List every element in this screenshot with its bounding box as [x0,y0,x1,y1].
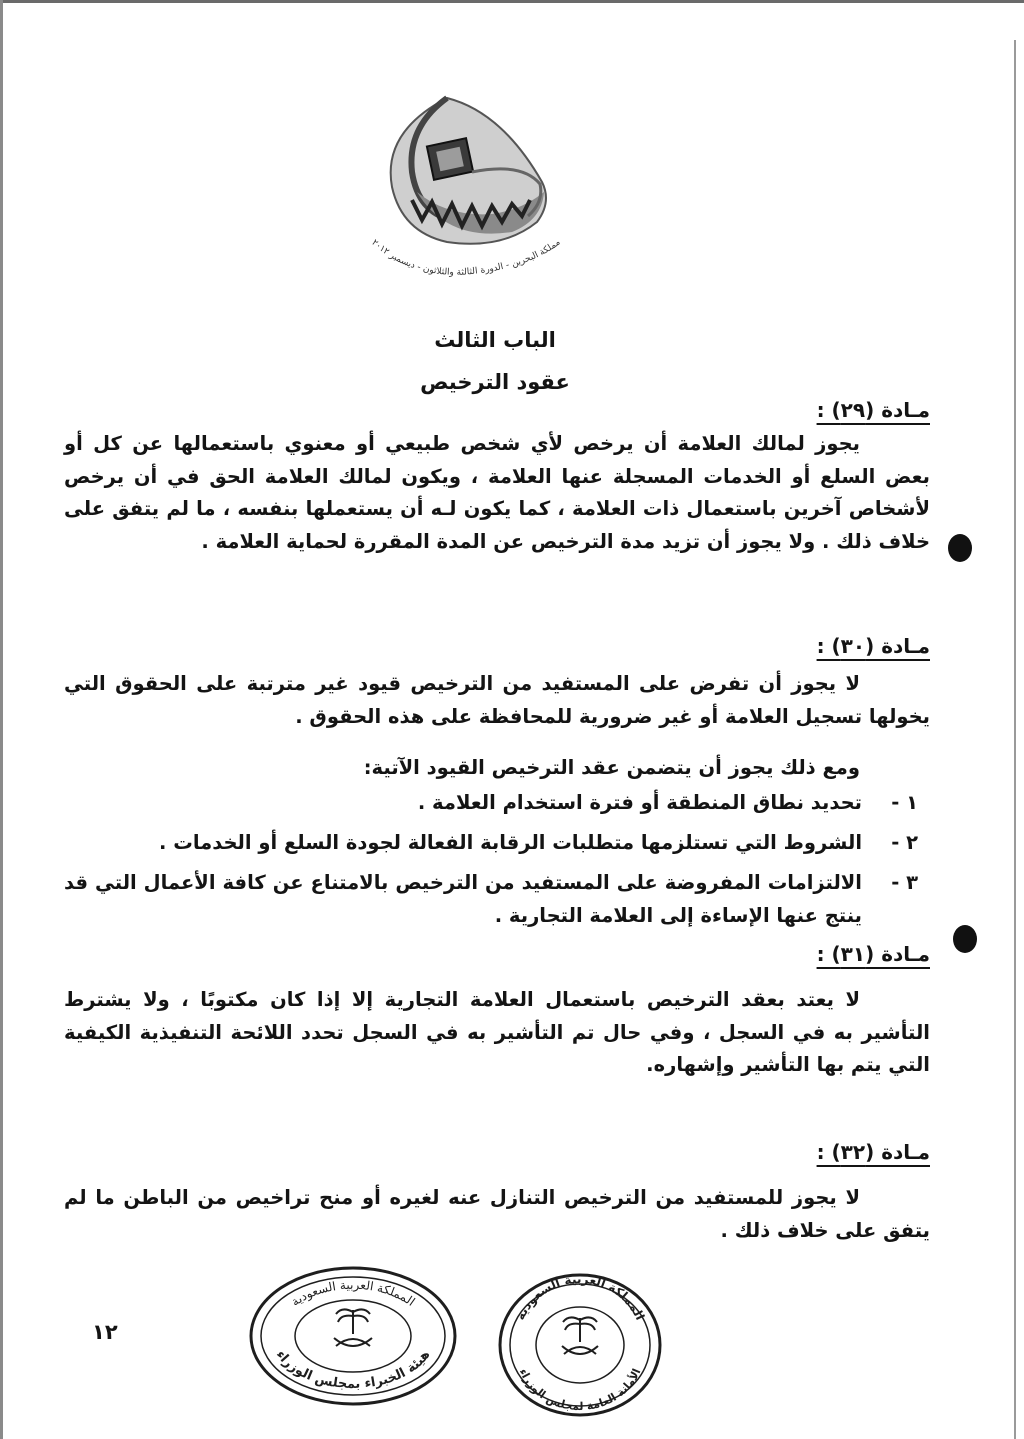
stamp-right-outer-text: المملكة العربية السعودية [512,1272,648,1323]
page-number: ١٢ [92,1320,118,1344]
svg-text:هيئة الخبراء بمجلس الوزراء [273,1348,434,1392]
article-30-intro [64,752,930,785]
article-29-text: يجوز لمالك العلامة أن يرخص لأي شخص طبيعي أو معنوي باستعمالها عن كل أو بعض السلع أو الخدمات المسجلة عنها العلامة ، ويكون لمالك العلامة الحق في أن يرخص لأشخاص آخرين باستعمال ذات العلامة ، كما يكون لـه أن يستعملها بنفسه ، ما لم يتفق على خلاف ذلك . ولا يجوز أن تزيد مدة الترخيص عن المدة المقررة لحماية العلامة . [64,432,930,553]
hole-punch-mark [953,925,977,953]
logo-caption: مملكة البحرين - الدورة الثالثة والثلاثون - ديسمبر ٢٠١٢ [369,237,563,278]
hole-punch-mark [948,534,972,562]
list-item-number: ٣ - [891,871,918,894]
article-30-text: لا يجوز أن تفرض على المستفيد من الترخيص قيود غير مترتبة على الحقوق التي يخولها تسجيل العلامة أو غير ضرورية للمحافظة على هذه الحقوق . [64,672,930,728]
stamp-left-inner-text: هيئة الخبراء بمجلس الوزراء [272,1347,434,1392]
svg-text:المملكة العربية السعودية [513,1272,647,1322]
list-item-number: ٢ - [891,831,918,854]
article-32-heading: مـادة (٣٢) : [816,1140,930,1164]
svg-text:المملكة العربية السعودية [289,1278,418,1309]
saudi-emblem-icon [562,1317,598,1354]
article-29-body [64,428,930,558]
list-item [64,826,930,859]
list-item-text: الالتزامات المفروضة على المستفيد من الترخيص بالامتناع عن كافة الأعمال التي قد ينتج عنها الإساءة إلى العلامة التجارية . [64,871,862,927]
page-edge [0,0,1024,3]
stamp-right-inner-text: الأمانة العامة لمجلس الوزراء [516,1366,644,1414]
article-30-heading: مـادة (٣٠) : [816,634,930,658]
saudi-emblem-icon [334,1309,372,1346]
article-31-body [64,984,930,1082]
article-29-heading: مـادة (٢٩) : [816,398,930,422]
page-edge [1014,40,1016,1439]
list-item [64,866,930,932]
article-30-intro-text: ومع ذلك يجوز أن يتضمن عقد الترخيص القيود الآتية: [363,756,860,779]
list-item-text: الشروط التي تستلزمها متطلبات الرقابة الفعالة لجودة السلع أو الخدمات . [159,831,862,854]
svg-text:الأمانة العامة لمجلس الوزراء [517,1367,644,1413]
page-edge [0,0,3,1439]
list-item [64,786,930,819]
part-subtitle: عقود الترخيص [420,370,570,394]
official-stamp-right [496,1272,664,1418]
part-title: الباب الثالث [434,328,556,352]
article-30-body [64,668,930,733]
stamp-left-outer-text: المملكة العربية السعودية [288,1277,418,1309]
list-item-text: تحديد نطاق المنطقة أو فترة استخدام العلامة . [417,791,862,814]
article-31-heading: مـادة (٣١) : [816,942,930,966]
list-item-number: ١ - [891,791,918,814]
official-stamp-left [246,1262,460,1410]
article-31-text: لا يعتد بعقد الترخيص باستعمال العلامة التجارية إلا إذا كان مكتوبًا ، ولا يشترط التأشير به في السجل ، وفي حال تم التأشير به في السجل تحدد اللائحة التنفيذية الكيفية التي يتم بها التأشير وإشهاره. [64,988,930,1076]
summit-emblem-icon [352,92,582,282]
article-32-body [64,1182,930,1247]
article-32-text: لا يجوز للمستفيد من الترخيص التنازل عنه لغيره أو منح تراخيص من الباطن ما لم يتفق على خلاف ذلك . [64,1186,930,1242]
